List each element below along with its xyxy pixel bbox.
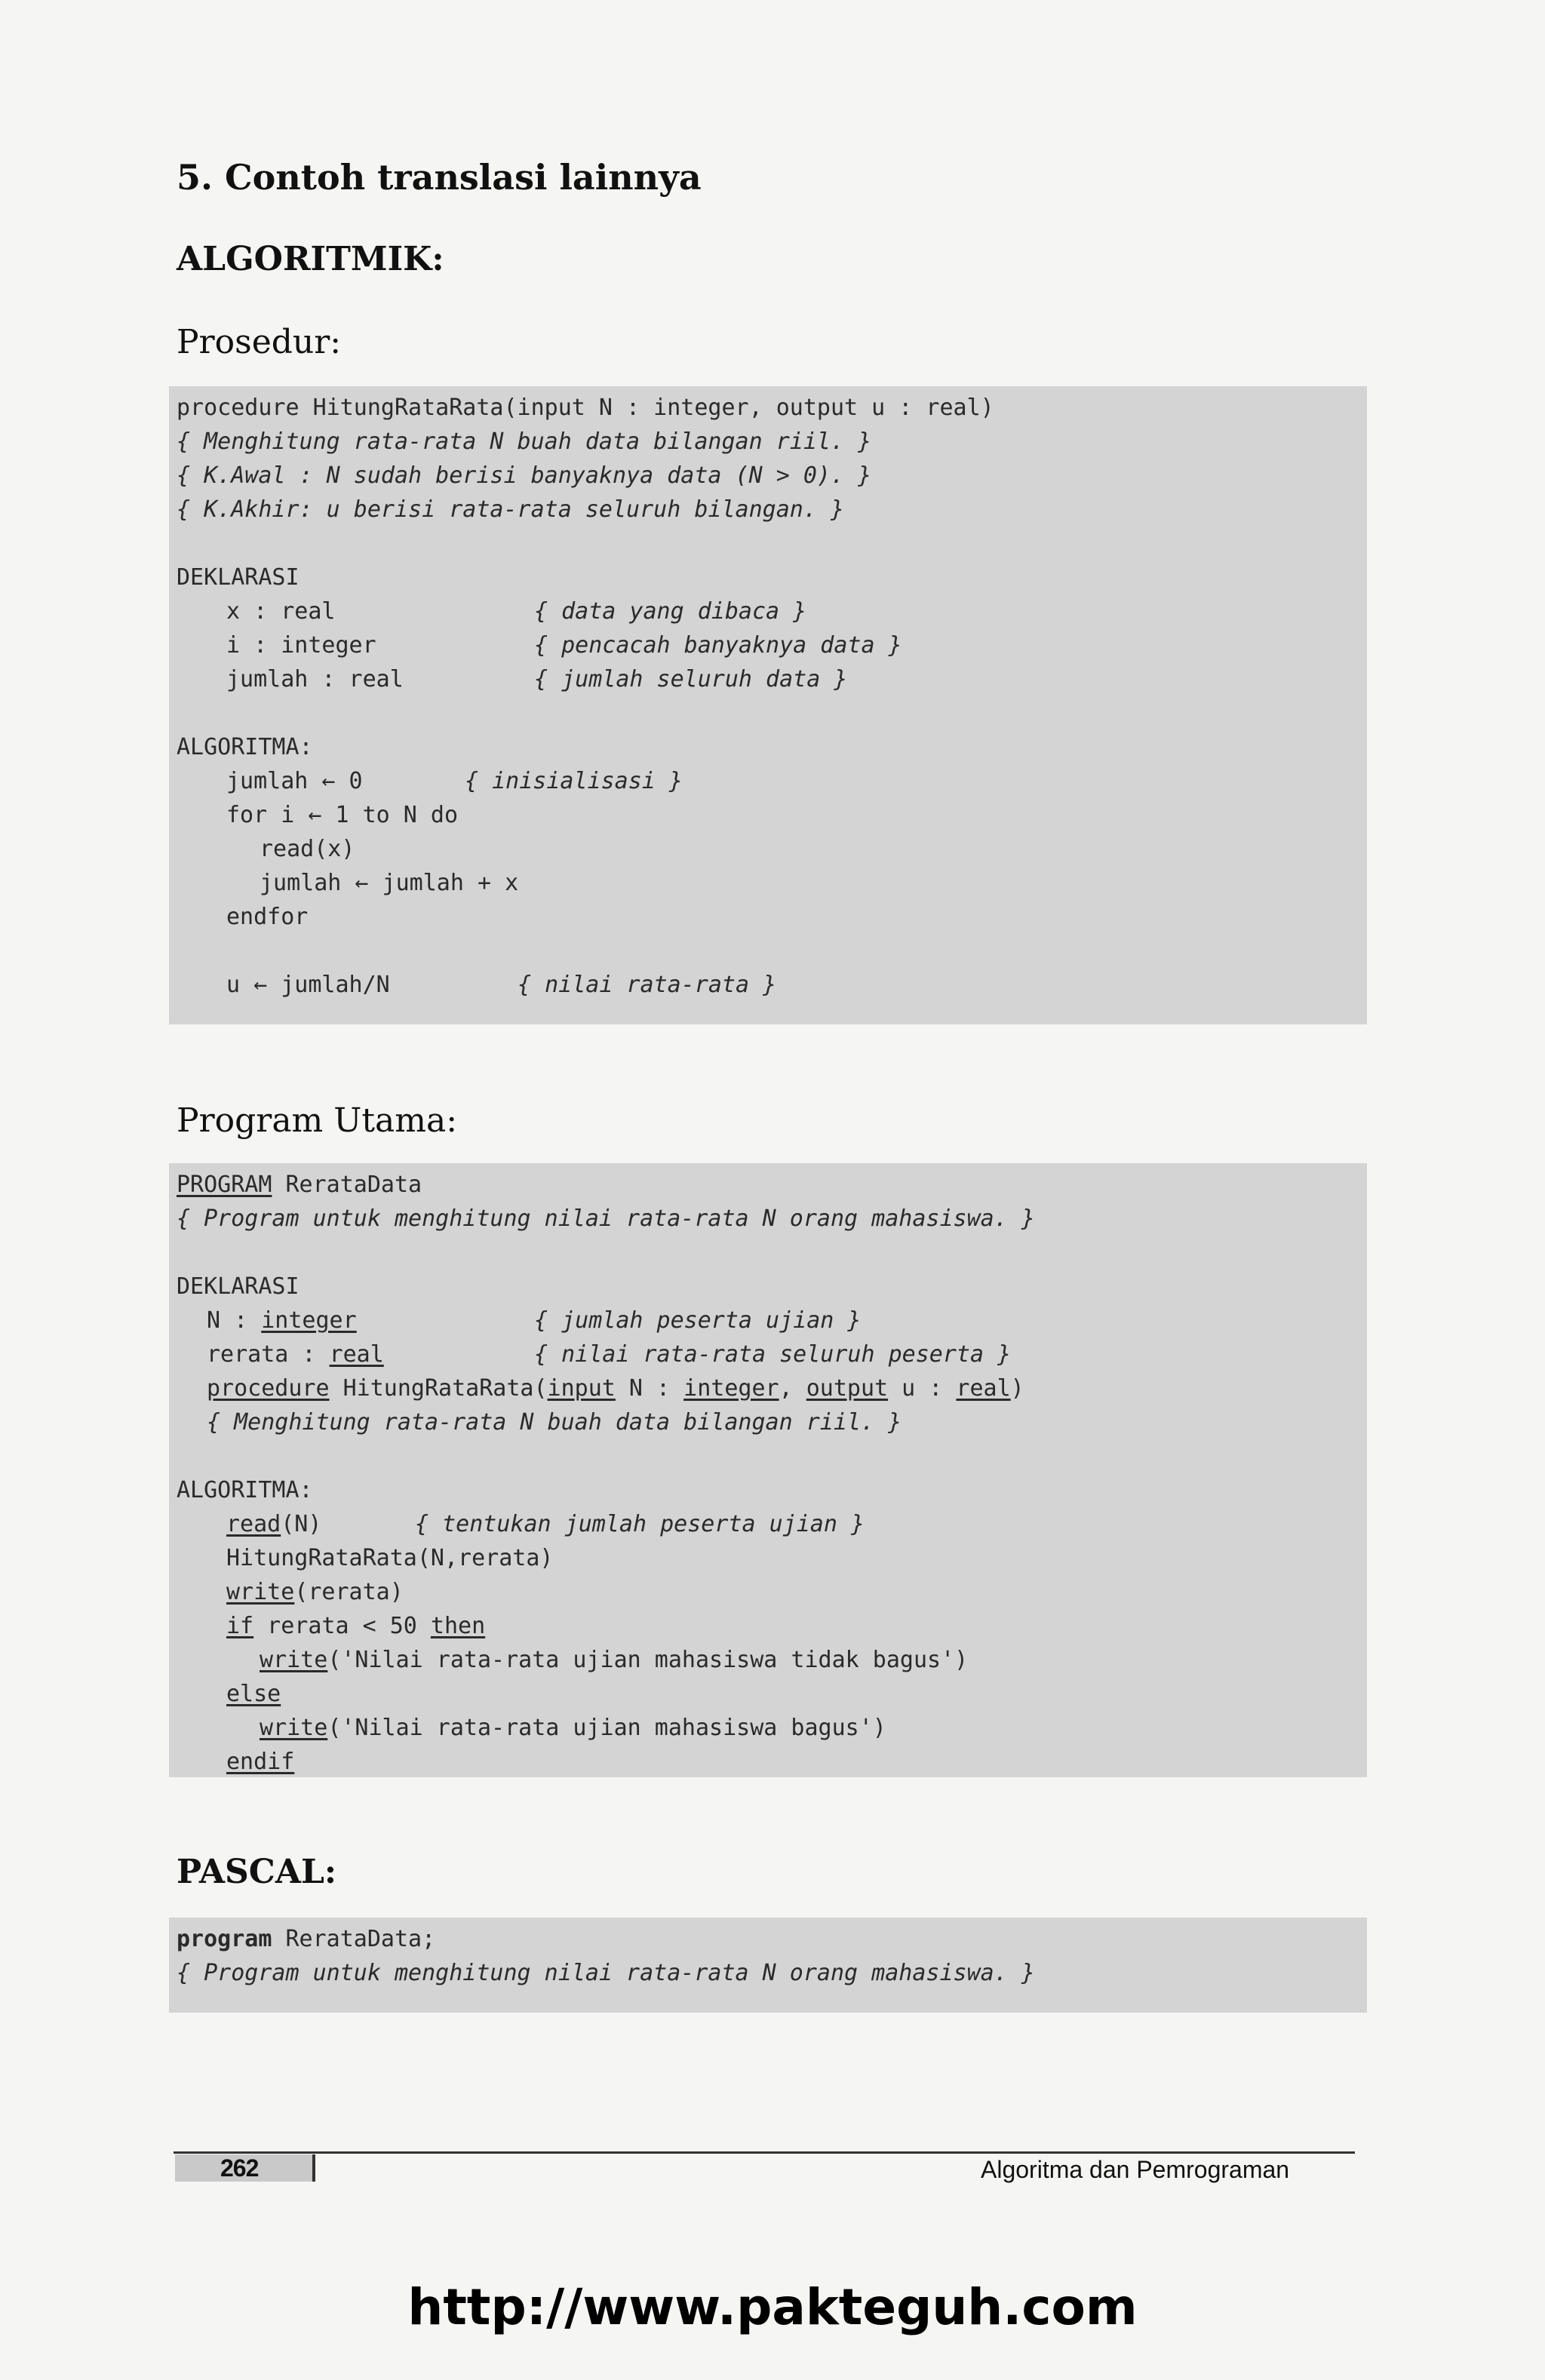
- code-line: [177, 628, 1367, 662]
- code-text: ('Nilai rata-rata ujian mahasiswa bagus'): [327, 1715, 886, 1741]
- code-line: [177, 1270, 1367, 1304]
- code-text: u ← jumlah/N: [226, 972, 390, 998]
- code-line: [177, 1371, 1367, 1405]
- program-code-block: [169, 1163, 1367, 1777]
- code-text: ALGORITMA:: [177, 734, 313, 760]
- keyword: integer: [261, 1307, 357, 1334]
- code-line: [177, 1711, 1367, 1745]
- code-comment: { K.Akhir: u berisi rata-rata seluruh bilangan. }: [177, 496, 845, 523]
- keyword: endif: [226, 1749, 295, 1775]
- code-line: [177, 968, 1367, 1002]
- keyword: write: [226, 1579, 295, 1605]
- code-comment: { nilai rata-rata }: [518, 972, 777, 998]
- code-line: [177, 798, 1367, 832]
- code-text: jumlah : real: [226, 666, 404, 693]
- code-line: [177, 560, 1367, 594]
- code-text: HitungRataRata(: [329, 1375, 548, 1402]
- code-line: [177, 764, 1367, 798]
- keyword: real: [329, 1341, 384, 1368]
- keyword: integer: [683, 1375, 779, 1402]
- code-text: RerataData: [272, 1172, 422, 1198]
- code-line: [177, 1677, 1367, 1711]
- code-text: ALGORITMA:: [177, 1477, 313, 1503]
- code-line: [177, 832, 1367, 866]
- code-comment: { tentukan jumlah peserta ujian }: [415, 1511, 865, 1537]
- code-text: jumlah ← 0: [226, 768, 363, 794]
- code-line: [177, 1473, 1367, 1507]
- code-line: [177, 1956, 1367, 1990]
- keyword: output: [806, 1375, 889, 1402]
- blank-line: [177, 696, 1367, 730]
- code-line: [177, 1168, 1367, 1202]
- code-line: [177, 493, 1367, 527]
- code-comment: { pencacah banyaknya data }: [534, 632, 902, 659]
- keyword: real: [956, 1375, 1011, 1402]
- code-line: [177, 900, 1367, 934]
- keyword: write: [260, 1715, 328, 1741]
- keyword: procedure: [207, 1375, 330, 1402]
- code-line: [177, 866, 1367, 900]
- program-utama-label: Program Utama:: [177, 1101, 458, 1140]
- algoritmik-heading: ALGORITMIK:: [177, 240, 444, 278]
- code-comment: { Menghitung rata-rata N buah data bilangan riil. }: [207, 1409, 902, 1436]
- keyword: write: [260, 1647, 328, 1673]
- code-comment: { inisialisasi }: [465, 768, 683, 794]
- keyword: read: [226, 1511, 281, 1537]
- code-line: [177, 594, 1367, 628]
- code-text: read(x): [260, 836, 355, 862]
- code-comment: { Program untuk menghitung nilai rata-rata N orang mahasiswa. }: [177, 1205, 1035, 1232]
- code-text: i : integer: [226, 632, 376, 659]
- book-title: Algoritma dan Pemrograman: [981, 2156, 1290, 2183]
- keyword: input: [547, 1375, 616, 1402]
- blank-line: [177, 934, 1367, 968]
- code-line: [177, 730, 1367, 764]
- code-line: [177, 1202, 1367, 1236]
- code-line: [177, 662, 1367, 696]
- pascal-code-block: [169, 1918, 1367, 2013]
- code-text: DEKLARASI: [177, 1273, 299, 1300]
- code-text: N :: [207, 1307, 262, 1334]
- code-text: ): [1010, 1375, 1024, 1402]
- code-line: [177, 391, 1367, 425]
- code-comment: { K.Awal : N sudah berisi banyaknya data (N > 0). }: [177, 462, 872, 489]
- code-text: RerataData;: [272, 1926, 436, 1952]
- keyword: if: [226, 1613, 254, 1639]
- pascal-heading: PASCAL:: [177, 1853, 337, 1891]
- code-line: [177, 1541, 1367, 1575]
- code-line: [177, 1922, 1367, 1956]
- footer-rule: [174, 2151, 1355, 2154]
- code-text: HitungRataRata(N,rerata): [226, 1545, 554, 1571]
- code-line: [177, 459, 1367, 493]
- page-number: 262: [220, 2154, 259, 2182]
- prosedur-label: Prosedur:: [177, 323, 342, 361]
- code-text: rerata :: [207, 1341, 330, 1368]
- code-comment: { jumlah peserta ujian }: [534, 1307, 862, 1334]
- code-line: [177, 1643, 1367, 1677]
- code-text: for i ← 1 to N do: [226, 802, 459, 828]
- code-text: procedure HitungRataRata(input N : integer, output u : real): [177, 395, 994, 421]
- code-line: [177, 1507, 1367, 1541]
- watermark-url: http://www.pakteguh.com: [407, 2278, 1138, 2336]
- code-comment: { Menghitung rata-rata N buah data bilangan riil. }: [177, 428, 872, 455]
- keyword: PROGRAM: [177, 1172, 272, 1198]
- code-line: [177, 1405, 1367, 1439]
- code-text: (N): [281, 1511, 322, 1537]
- code-comment: { nilai rata-rata seluruh peserta }: [534, 1341, 1012, 1368]
- keyword: then: [430, 1613, 486, 1639]
- code-text: rerata < 50: [253, 1613, 431, 1639]
- code-text: jumlah ← jumlah + x: [260, 870, 519, 896]
- code-text: (rerata): [294, 1579, 404, 1605]
- blank-line: [177, 1439, 1367, 1473]
- code-line: [177, 1575, 1367, 1609]
- keyword: else: [226, 1681, 281, 1707]
- code-line: [177, 1304, 1367, 1337]
- code-line: [177, 1609, 1367, 1643]
- code-text: x : real: [226, 598, 336, 625]
- code-comment: { jumlah seluruh data }: [534, 666, 848, 693]
- code-line: [177, 425, 1367, 459]
- procedure-code-block: [169, 386, 1367, 1024]
- code-line: [177, 1745, 1367, 1779]
- blank-line: [177, 527, 1367, 560]
- code-text: ,: [779, 1375, 806, 1402]
- section-title: 5. Contoh translasi lainnya: [177, 157, 702, 198]
- code-text: u :: [888, 1375, 957, 1402]
- code-line: [177, 1337, 1367, 1371]
- blank-line: [177, 1236, 1367, 1270]
- keyword: program: [177, 1926, 272, 1952]
- code-text: ('Nilai rata-rata ujian mahasiswa tidak bagus'): [327, 1647, 969, 1673]
- code-text: endfor: [226, 904, 309, 930]
- code-text: DEKLARASI: [177, 564, 299, 591]
- code-text: N :: [615, 1375, 684, 1402]
- code-comment: { Program untuk menghitung nilai rata-rata N orang mahasiswa. }: [177, 1960, 1035, 1986]
- code-comment: { data yang dibaca }: [534, 598, 807, 625]
